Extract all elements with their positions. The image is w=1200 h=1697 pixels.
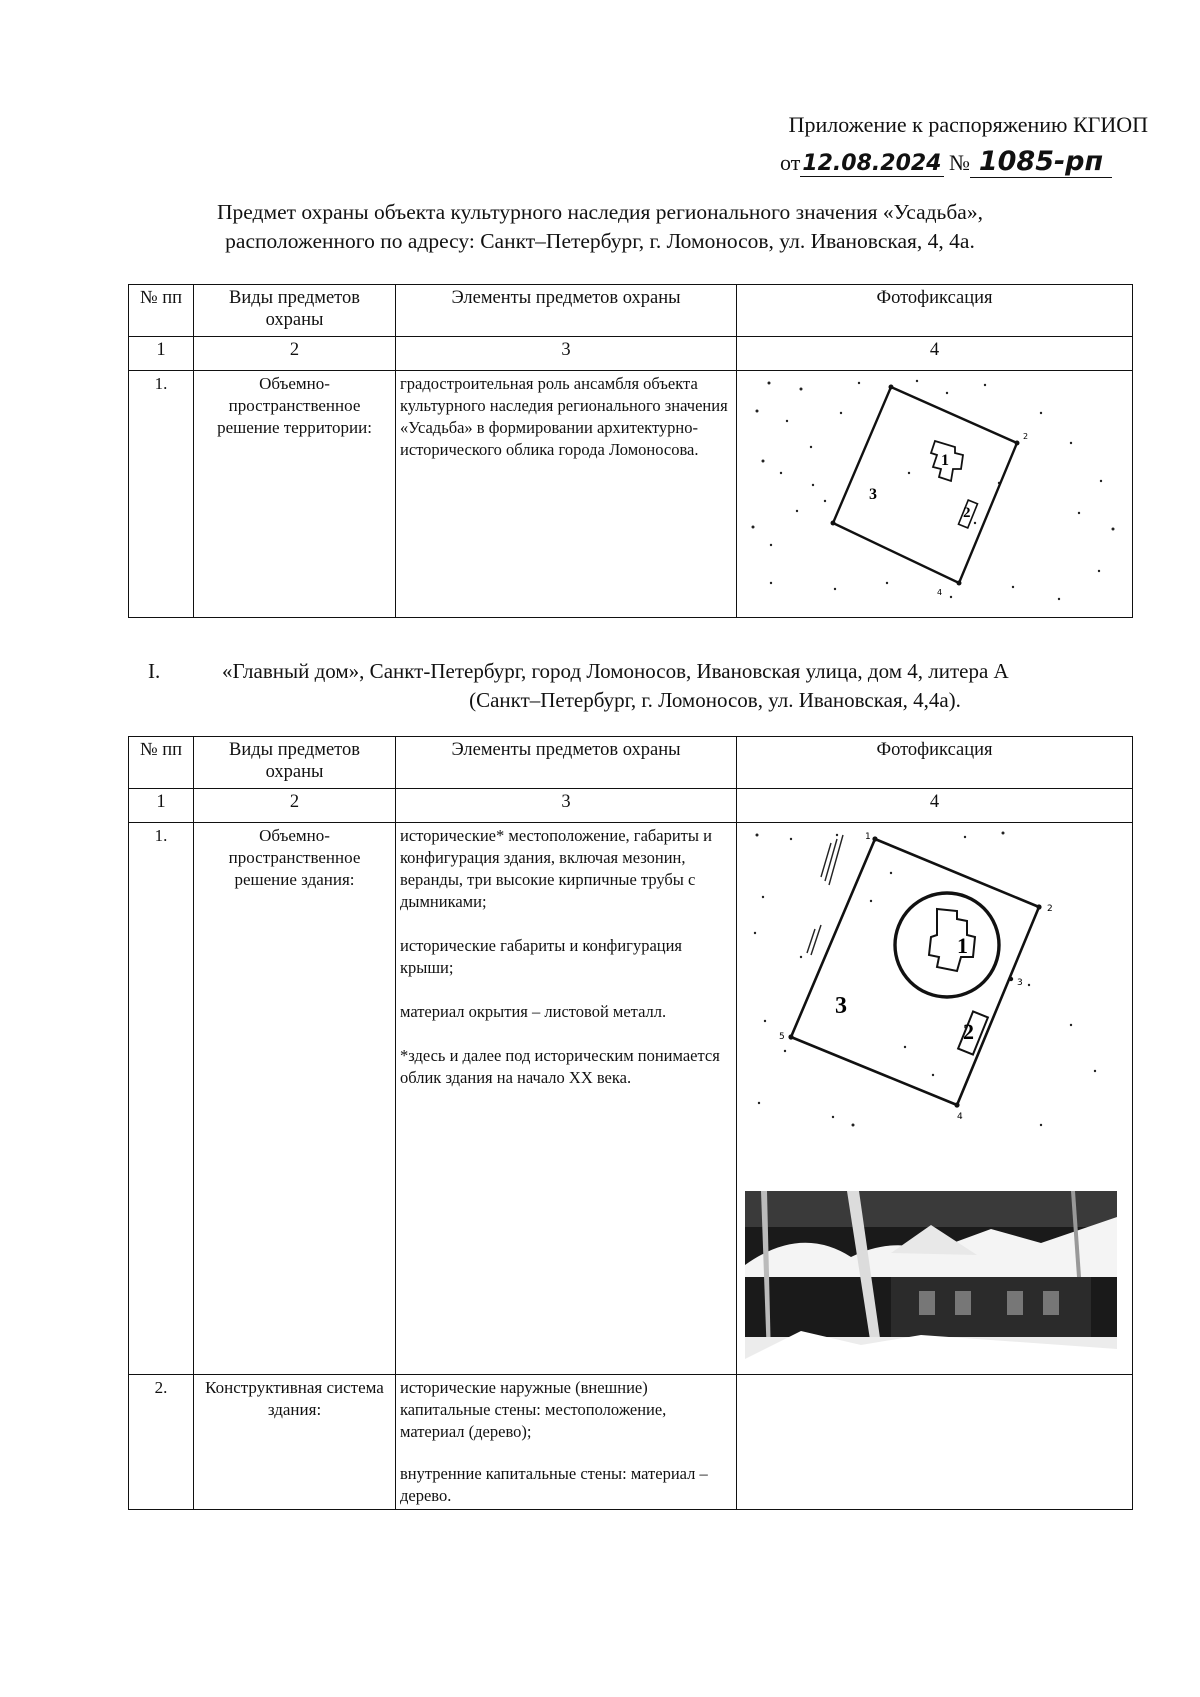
col-index-3: 3 bbox=[396, 337, 737, 371]
label-plot-3: 3 bbox=[869, 486, 877, 503]
element-footnote: *здесь и далее под историческим понимается облик здания на начало XX века. bbox=[400, 1046, 720, 1087]
label-building-1: 1 bbox=[941, 452, 949, 469]
header-elements: Элементы предметов охраны bbox=[396, 285, 737, 337]
col-index-4: 4 bbox=[737, 789, 1133, 823]
order-number: 1085-рп bbox=[970, 146, 1112, 178]
vertex-label-3: 3 bbox=[1017, 978, 1023, 988]
map-noise bbox=[754, 832, 1096, 1127]
header-kind: Виды предметов охраны bbox=[194, 737, 396, 789]
row-kind: Конструктивная система здания: bbox=[194, 1375, 396, 1510]
row-number: 1. bbox=[129, 823, 194, 1375]
row-number: 2. bbox=[129, 1375, 194, 1510]
appendix-heading: Приложение к распоряжению КГИОП bbox=[788, 112, 1148, 137]
row-photo-empty bbox=[737, 1375, 1133, 1510]
element-paragraph-2: исторические габариты и конфигурация крыши; bbox=[400, 936, 683, 977]
protection-table-main-house bbox=[128, 736, 1133, 1510]
table-row bbox=[129, 823, 1133, 1375]
vertex-label-2: 2 bbox=[1023, 432, 1029, 441]
street-hatching bbox=[807, 835, 843, 955]
label-building-2: 2 bbox=[963, 1019, 974, 1044]
row-elements: градостроительная роль ансамбля объекта культурного наследия регионального значения «Усадьба» в формировании архитектурно-исторического облика города Ломоносова. bbox=[396, 371, 737, 618]
header-photo: Фотофиксация bbox=[737, 285, 1133, 337]
vertex-label-4: 4 bbox=[937, 588, 943, 597]
row-elements bbox=[396, 823, 737, 1375]
plot-vertices bbox=[831, 385, 1020, 586]
map-noise bbox=[752, 380, 1115, 600]
row-elements bbox=[396, 1375, 737, 1510]
element-paragraph-3: материал окрытия – листовой металл. bbox=[400, 1002, 667, 1021]
focus-circle bbox=[895, 893, 999, 997]
label-building-2: 2 bbox=[963, 505, 971, 521]
site-plan-small bbox=[741, 373, 1127, 609]
element-paragraph-1: исторические наружные (внешние) капитальные стены: местоположение, материал (дерево); bbox=[400, 1378, 667, 1441]
header-elements: Элементы предметов охраны bbox=[396, 737, 737, 789]
vertex-label-1: 1 bbox=[865, 832, 871, 842]
main-house-outline bbox=[929, 909, 975, 971]
vertex-label-5: 5 bbox=[779, 1032, 785, 1042]
vertex-label-4: 4 bbox=[957, 1112, 963, 1122]
table-row bbox=[129, 1375, 1133, 1510]
element-paragraph-1: исторические* местоположение, габариты и конфигурация здания, включая мезонин, веранды, три высокие кирпичные трубы с дымниками; bbox=[400, 826, 712, 911]
section-roman-numeral: I. bbox=[148, 659, 161, 683]
section-title-line-1: «Главный дом», Санкт-Петербург, город Ломоносов, Ивановская улица, дом 4, литера А bbox=[222, 659, 1009, 683]
vertex-label-2: 2 bbox=[1047, 904, 1053, 914]
col-index-1: 1 bbox=[129, 337, 194, 371]
plot-boundary bbox=[791, 839, 1039, 1105]
col-index-1: 1 bbox=[129, 789, 194, 823]
col-index-4: 4 bbox=[737, 337, 1133, 371]
table-row bbox=[129, 371, 1133, 618]
header-number: № пп bbox=[129, 285, 194, 337]
label-plot-3: 3 bbox=[835, 993, 847, 1019]
col-index-3: 3 bbox=[396, 789, 737, 823]
row-kind: Объемно-пространственное решение территории: bbox=[194, 371, 396, 618]
row-number: 1. bbox=[129, 371, 194, 618]
row-kind: Объемно-пространственное решение здания: bbox=[194, 823, 396, 1375]
plot-boundary bbox=[833, 387, 1017, 583]
row-photo bbox=[737, 371, 1133, 618]
header-kind: Виды предметов охраны bbox=[194, 285, 396, 337]
label-building-1: 1 bbox=[957, 933, 968, 958]
row-photo bbox=[737, 823, 1133, 1375]
element-paragraph-2: внутренние капитальные стены: материал – дерево. bbox=[400, 1464, 708, 1505]
photo-fixation bbox=[741, 825, 1127, 1365]
section-title-line-2: (Санкт–Петербург, г. Ломоносов, ул. Ивановская, 4,4а). bbox=[469, 688, 961, 712]
date-prefix: от bbox=[779, 150, 801, 175]
protection-table-territory bbox=[128, 284, 1133, 618]
header-photo: Фотофиксация bbox=[737, 737, 1133, 789]
document-title bbox=[0, 198, 1200, 256]
order-date: 12.08.2024 bbox=[802, 151, 942, 176]
order-date-number bbox=[780, 146, 1112, 178]
title-line-2: расположенного по адресу: Санкт–Петербург, г. Ломоносов, ул. Ивановская, 4, 4а. bbox=[225, 229, 975, 253]
title-line-1: Предмет охраны объекта культурного наследия регионального значения «Усадьба», bbox=[217, 200, 983, 224]
header-number: № пп bbox=[129, 737, 194, 789]
number-sign: № bbox=[949, 150, 970, 175]
col-index-2: 2 bbox=[194, 337, 396, 371]
col-index-2: 2 bbox=[194, 789, 396, 823]
house-photo bbox=[745, 1191, 1117, 1359]
